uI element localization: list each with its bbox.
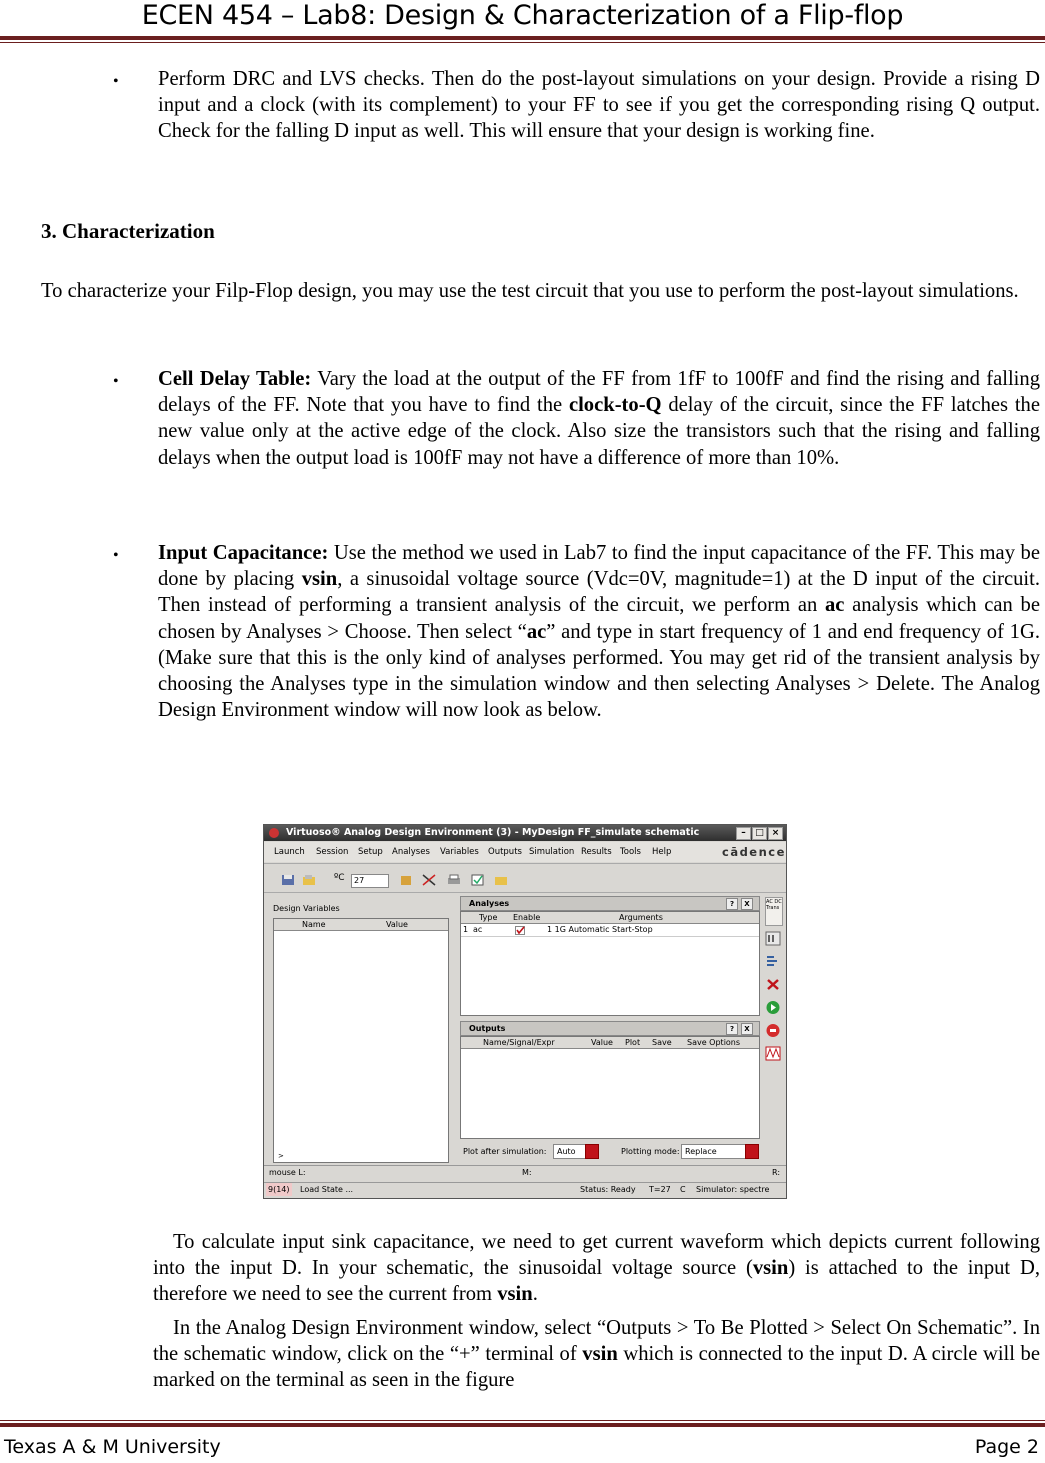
outputs-table[interactable] [460,1036,760,1139]
outputs-text-2: which is connected to the input D. A circle will be marked on the terminal as seen in the figure [153,1343,1040,1392]
virtuoso-logo-icon [269,828,279,838]
analyses-col-arguments: Arguments [619,913,663,922]
temperature-label: ºC [334,873,345,883]
mouse-status-bar [264,1165,786,1179]
menu-session[interactable]: Session [316,847,349,857]
bullet: • [113,373,119,390]
input-cap-text-4: ” and type in start frequency of 1 and end frequency of 1G. (Make sure that this is the only kind of analyses performed. You may get rid of the transient analysis by choosing the Analyses type in the simulation window and then selecting Analyses > Delete. The Analog Design Environment window will now look as below. [158,620,1040,722]
dv-header [274,919,448,931]
outputs-title-bar [460,1021,760,1036]
temperature-input[interactable]: 27 [351,874,389,888]
close-icon[interactable]: × [768,827,783,840]
plotting-mode-label: Plotting mode: [621,1147,680,1156]
maximize-icon[interactable]: □ [752,827,767,840]
menu-launch[interactable]: Launch [274,847,305,857]
bullet: • [113,73,119,90]
sink-text-2: ) is attached to the input D, therefore we need to see the current from [153,1257,1040,1306]
paragraph-cell-delay [158,366,1040,471]
ade-menubar [264,842,786,862]
run-icon[interactable] [765,1000,781,1015]
plotting-mode-select[interactable] [681,1144,759,1159]
menu-simulation[interactable]: Simulation [529,847,575,857]
ade-titlebar [264,825,786,841]
menu-divider [264,863,786,864]
plot-after-label: Plot after simulation: [463,1147,547,1156]
analyses-row[interactable] [461,924,759,937]
outputs-col-save-options: Save Options [687,1038,741,1047]
minimize-icon[interactable]: – [736,827,751,840]
input-cap-text-3: analysis which can be chosen by Analyses > Choose. Then select “ [158,594,1040,643]
analyses-col-enable: Enable [513,913,541,922]
dropdown-arrow-icon[interactable] [745,1144,759,1159]
dropdown-arrow-icon[interactable] [585,1144,599,1159]
outputs-col-value: Value [591,1038,613,1047]
outputs-text-1: In the Analog Design Environment window, select “Outputs > To Be Plotted > Select On Schematic”. In the schematic window, click on the “+” terminal of [153,1317,1040,1366]
analyses-row-type: ac [473,925,483,934]
sink-bold-vsin: vsin [752,1257,789,1280]
paragraph-intro: To characterize your Filp-Flop design, you may use the test circuit that you use to perform the post-layout simulations. [41,280,1019,302]
input-cap-label: Input Capacitance: [158,542,329,564]
paragraph-outputs-instructions [153,1315,1040,1394]
stop-icon[interactable] [765,1023,781,1038]
status-simulator: Simulator: spectre [696,1185,770,1194]
edit-icon[interactable] [399,874,413,886]
status-count: 9(14) [268,1185,290,1194]
menu-outputs[interactable]: Outputs [488,847,522,857]
menu-results[interactable]: Results [581,847,612,857]
mouse-right-status: R: [772,1168,781,1177]
analyses-row-index: 1 [463,925,469,934]
load-icon[interactable] [302,874,316,886]
menu-variables[interactable]: Variables [440,847,479,857]
ade-window-screenshot [263,824,787,1199]
enable-checkbox-icon[interactable] [515,926,525,935]
analyses-header [461,912,759,924]
sink-text-3: . [532,1283,538,1306]
open-folder-icon[interactable] [494,874,508,886]
cell-delay-text-1: Vary the load at the output of the FF from 1fF to 100fF and find the rising and falling delays of the FF. Note that you have to find the [158,368,1040,417]
outputs-col-name: Name/Signal/Expr [483,1038,555,1047]
cell-delay-label: Cell Delay Table: [158,368,312,390]
cut-icon[interactable] [422,874,436,886]
dv-prompt: > [278,1152,284,1160]
cadence-brand: cādence [722,845,786,859]
sink-text-1: To calculate input sink capacitance, we need to get current waveform which depicts current following into the input D. In your schematic, the sinusoidal voltage source ( [153,1231,1040,1280]
bullet: • [113,547,119,564]
outputs-col-plot: Plot [625,1038,641,1047]
plot-waveform-icon[interactable] [765,1046,781,1061]
footer-page-number: Page 2 [974,1436,1039,1458]
status-unit: C [680,1185,686,1194]
footer-university: Texas A & M University [4,1436,221,1458]
input-cap-bold-ac-2: ac [526,620,547,643]
input-cap-bold-ac: ac [824,594,845,617]
analyses-help-button[interactable]: ? [726,898,738,910]
outputs-header [461,1037,759,1049]
sink-bold-vsin-2: vsin [497,1283,533,1306]
section-heading: 3. Characterization [41,219,215,243]
header-rule-thin [0,42,1045,43]
paragraph-sink-capacitance [153,1229,1040,1308]
status-action: Load State ... [300,1185,354,1194]
status-bar [264,1182,786,1196]
analyses-title-bar [460,896,760,911]
cell-delay-bold: clock-to-Q [568,394,662,417]
analyses-table[interactable] [460,911,760,1016]
menu-tools[interactable]: Tools [620,847,641,857]
ade-window-title: Virtuoso® Analog Design Environment (3) - MyDesign FF_simulate schematic [286,827,700,838]
checklist-icon[interactable] [471,874,485,886]
toolbar-divider [264,892,786,893]
status-state: Status: Ready [580,1185,636,1194]
status-temp: T=27 [649,1185,671,1194]
outputs-bold-vsin: vsin [582,1343,618,1366]
netlist-icon[interactable] [765,954,781,969]
design-variables-label: Design Variables [273,904,340,913]
save-icon[interactable] [281,874,295,886]
outputs-help-button[interactable]: ? [726,1023,738,1035]
footer-rule-thin [0,1420,1045,1421]
page-header-title: ECEN 454 – Lab8: Design & Characterization of a Flip-flop [141,0,904,31]
mouse-middle-status: M: [522,1168,532,1177]
dv-col-name: Name [302,920,326,929]
delete-icon[interactable] [765,977,781,992]
outputs-title: Outputs [469,1024,506,1033]
footer-rule-thick [0,1423,1045,1427]
mouse-left-status: mouse L: [269,1168,306,1177]
plotting-mode-value: Replace [685,1147,717,1156]
analyses-col-type: Type [479,913,498,922]
analyses-row-arguments: 1 1G Automatic Start-Stop [547,925,653,934]
menu-analyses[interactable]: Analyses [392,847,430,857]
variables-icon[interactable] [765,931,781,946]
input-cap-bold-vsin: vsin [301,568,338,591]
analysis-type-icon[interactable]: AC DC Trans [765,897,783,926]
header-rule-thick [0,36,1045,40]
design-variables-table[interactable] [273,918,449,1163]
input-cap-text-1: Use the method we used in Lab7 to find the input capacitance of the FF. This may be done by placing [158,542,1040,591]
plot-after-select[interactable] [553,1144,599,1159]
ade-toolbar [264,869,786,891]
paragraph-input-capacitance [158,540,1040,723]
menu-setup[interactable]: Setup [358,847,383,857]
print-icon[interactable] [447,874,461,886]
menu-help[interactable]: Help [652,847,672,857]
plot-after-value: Auto [557,1147,576,1156]
outputs-close-button[interactable]: X [741,1023,753,1035]
analyses-close-button[interactable]: X [741,898,753,910]
outputs-col-save: Save [652,1038,672,1047]
dv-col-value: Value [386,920,408,929]
paragraph-drc-lvs: Perform DRC and LVS checks. Then do the post-layout simulations on your design. Provide a rising D input and a clock (with its complement) to your FF to see if you get the corresponding rising Q output. Check for the falling D input as well. This will ensure that your design is working fine. [158,68,1040,143]
input-cap-text-2: , a sinusoidal voltage source (Vdc=0V, magnitude=1) at the D input of the circuit. Then instead of performing a transient analysis of the circuit, we perform an [158,568,1040,617]
analyses-title: Analyses [469,899,510,908]
cell-delay-text-2: delay of the circuit, since the FF latches the new value only at the active edge of the clock. Also size the transistors such that the rising and falling delays when the output load is 100fF may not have a difference of more than 10%. [158,394,1040,469]
